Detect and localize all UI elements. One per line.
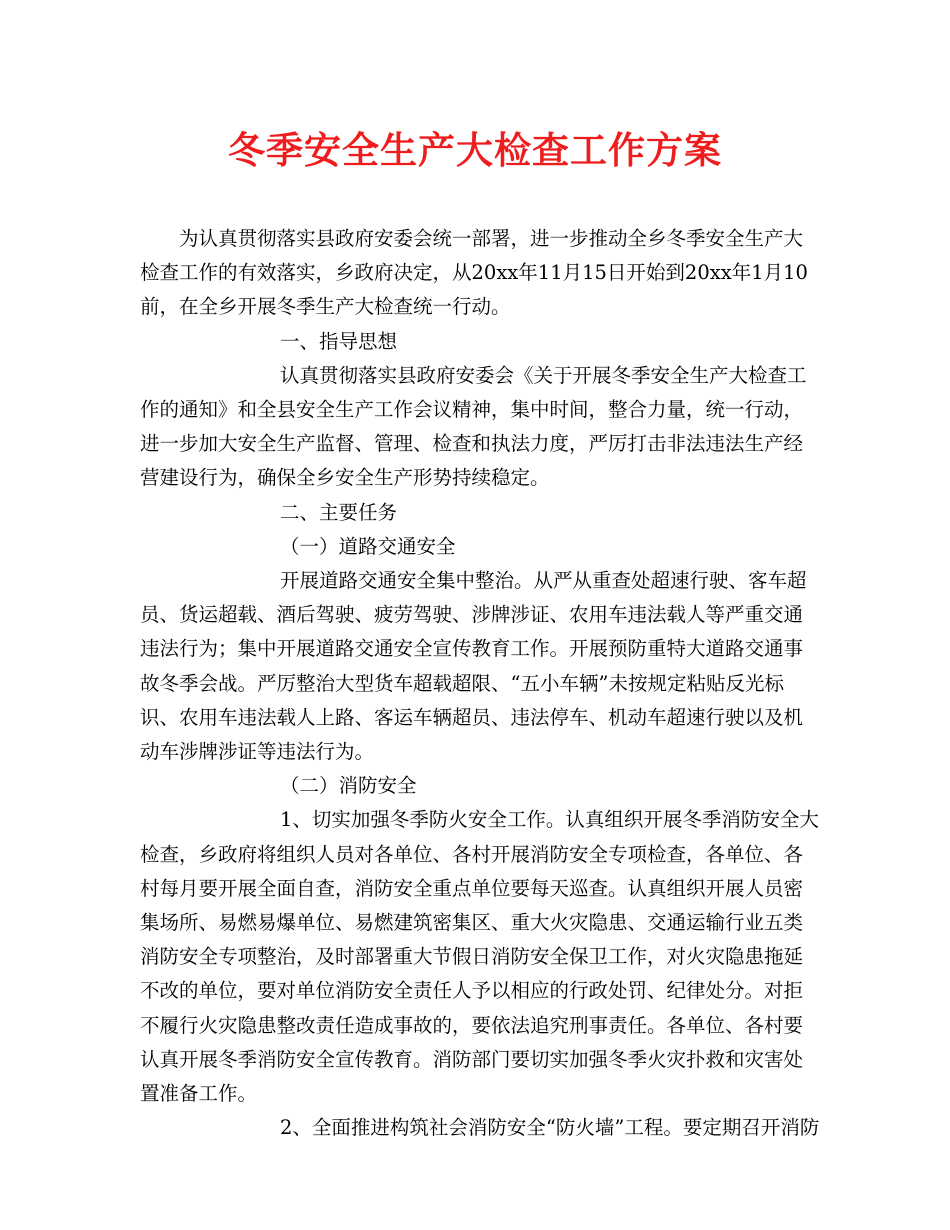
paragraph: 一、指导思想: [280, 329, 398, 353]
paragraph: 1、切实加强冬季防火安全工作。认真组织开展冬季消防安全大检查，乡政府将组织人员对各单位、各村开展消防安全专项检查，各单位、各村每月要开展全面自查，消防安全重点单位要每天巡查。认真组织开展人员密集场所、易燃易爆单位、易燃建筑密集区、重大火灾隐患、交通运输行业五类消防安全专项整治，及时部署重大节假日消防安全保卫工作，对火灾隐患拖延不改的单位，要对单位消防安全责任人予以相应的行政处罚、纪律处分。对拒不履行火灾隐患整改责任造成事故的，要依法追究刑事责任。各单位、各村要认真开展冬季消防安全宣传教育。消防部门要切实加强冬季火灾扑救和灾害处置准备工作。: [140, 808, 819, 1106]
paragraph: （二）消防安全: [280, 774, 417, 798]
paragraph: 认真贯彻落实县政府安委会《关于开展冬季安全生产大检查工作的通知》和全县安全生产工作会议精神，集中时间，整合力量，统一行动，进一步加大安全生产监督、管理、检查和执法力度，严厉打击非法违法生产经营建设行为，确保全乡安全生产形势持续稳定。: [140, 363, 807, 490]
document-title: 冬季安全生产大检查工作方案: [228, 128, 722, 172]
paragraph: 二、主要任务: [280, 500, 398, 524]
document-body: [140, 222, 820, 1145]
paragraph: （一）道路交通安全: [280, 534, 456, 558]
paragraph: 为认真贯彻落实县政府安委会统一部署，进一步推动全乡冬季安全生产大检查工作的有效落实，乡政府决定，从20xx年11月15日开始到20xx年1月10前，在全乡开展冬季生产大检查统一行动。: [140, 227, 808, 319]
paragraph: 开展道路交通安全集中整治。从严从重查处超速行驶、客车超员、货运超载、酒后驾驶、疲劳驾驶、涉牌涉证、农用车违法载人等严重交通违法行为；集中开展道路交通安全宣传教育工作。开展预防重特大道路交通事故冬季会战。严厉整治大型货车超载超限、“五小车辆”未按规定粘贴反光标识、农用车违法载人上路、客运车辆超员、违法停车、机动车超速行驶以及机动车涉牌涉证等违法行为。: [140, 569, 807, 764]
paragraph: 2、全面推进构筑社会消防安全“防火墙”工程。要定期召开消防: [280, 1116, 820, 1140]
